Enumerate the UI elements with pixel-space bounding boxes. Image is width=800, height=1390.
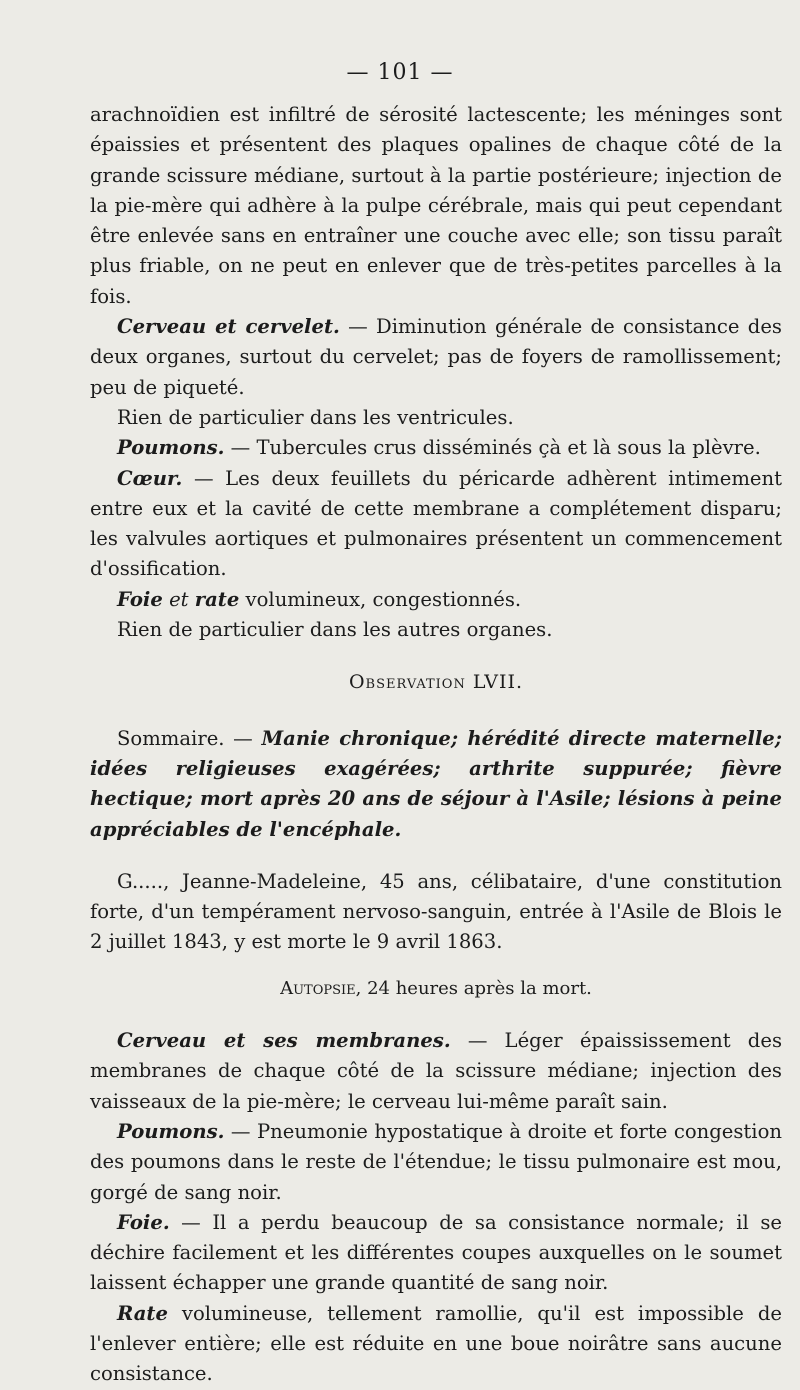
section-heading-joiner: et — [169, 587, 189, 611]
section-cerveau-membranes — [90, 1026, 782, 1117]
section-text: — Il a perdu beaucoup de sa consistance normale; il se déchire facilement et les différentes coupes auxquelles on le soumet laissent échapper une grande quantité de sang noir. — [90, 1210, 782, 1295]
section-heading-second: rate — [194, 587, 240, 611]
section-autres-organes — [90, 615, 782, 645]
case-paragraph: G....., Jeanne-Madeleine, 45 ans, célibataire, d'une constitution forte, d'un tempérament nervoso-sanguin, entrée à l'Asile de Blois le 2 juillet 1843, y est morte le 9 avril 1863. — [90, 869, 782, 954]
section-text: — Léger épaississement des membranes de chaque côté de la scissure médiane; injection des vaisseaux de la pie-mère; le cerveau lui-même paraît sain. — [90, 1029, 782, 1113]
section-heading: Cœur. — [117, 466, 183, 490]
section-coeur — [90, 464, 782, 585]
section-cerveau-cervelet — [90, 312, 782, 403]
summary-text: Manie chronique; hérédité directe maternelle; idées religieuses exagérées; arthrite suppurée; fièvre hectique; mort après 20 ans de séjour à l'Asile; lésions à peine appréciables de l'encéphale. — [90, 726, 782, 841]
section-text: volumineux, congestionnés. — [239, 587, 522, 611]
summary-label: Sommaire. — — [117, 726, 262, 750]
section-text: Rien de particulier dans les ventricules. — [117, 405, 514, 429]
section-heading: Cerveau et ses membranes. — [117, 1029, 451, 1053]
section-heading: Cerveau et cervelet. — [117, 315, 340, 339]
lead-paragraph: arachnoïdien est infiltré de sérosité lactescente; les méninges sont épaissies et présentent des plaques opalines de chaque côté de la grande scissure médiane, surtout à la partie postérieure; injection de la pie-mère qui adhère à la pulpe cérébrale, mais qui peut cependant être enlevée sans en entraîner une couche avec elle; son tissu paraît plus friable, on ne peut en enlever que de très-petites parcelles à la fois. — [90, 103, 782, 308]
section-foie-rate — [90, 585, 782, 615]
section-rate — [90, 1299, 782, 1390]
section-poumons — [90, 433, 782, 463]
section-heading: Foie — [117, 587, 163, 611]
section-foie — [90, 1208, 782, 1299]
page-text — [90, 100, 782, 1390]
section-text: — Pneumonie hypostatique à droite et forte congestion des poumons dans le reste de l'étendue; le tissu pulmonaire est mou, gorgé de sang noir. — [90, 1119, 782, 1204]
section-text: — Les deux feuillets du péricarde adhèrent intimement entre eux et la cavité de cette membrane a complétement disparu; les valvules aortiques et pulmonaires présentent un commencement d'ossification. — [90, 466, 782, 581]
summary-paragraph — [90, 724, 782, 845]
section-poumons-2 — [90, 1117, 782, 1208]
observation-title: Observation LVII. — [348, 671, 524, 694]
section-heading: Poumons. — [117, 436, 225, 460]
section-text: volumineuse, tellement ramollie, qu'il est impossible de l'enlever entière; elle est réduite en une boue noirâtre sans aucune consistance. — [90, 1301, 782, 1386]
section-text: Rien de particulier dans les autres organes. — [117, 618, 553, 642]
section-heading: Poumons. — [117, 1119, 225, 1143]
autopsy-heading — [90, 974, 782, 1004]
section-heading: Rate — [117, 1301, 168, 1325]
section-ventricules — [90, 403, 782, 433]
page-number: — 101 — — [346, 60, 454, 85]
section-heading: Foie. — [117, 1210, 170, 1234]
section-text: — Tubercules crus disséminés çà et là sous la plèvre. — [224, 436, 761, 460]
autopsy-label: Autopsie — [280, 977, 356, 999]
autopsy-time: , 24 heures après la mort. — [355, 977, 592, 999]
section-text: — Diminution générale de consistance des deux organes, surtout du cervelet; pas de foyers de ramollissement; peu de piqueté. — [90, 315, 782, 399]
